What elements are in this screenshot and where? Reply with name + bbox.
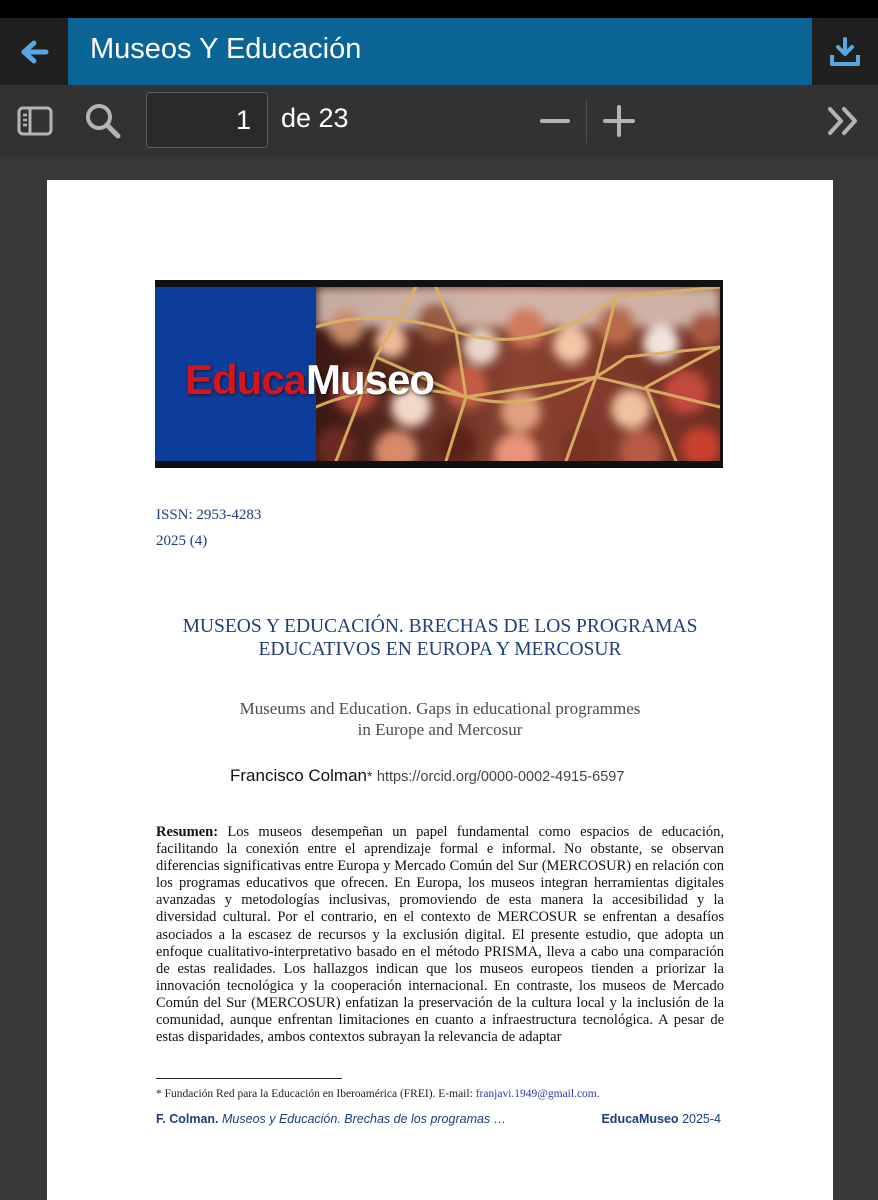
sidebar-toggle-button[interactable] [14, 101, 56, 141]
zoom-out-button[interactable] [532, 99, 578, 143]
document-subtitle [87, 698, 793, 740]
abstract-text: Los museos desempeñan un papel fundamental como espacios de educación, facilitando la conexión entre el aprendizaje formal e informal. No obstante, se observan diferencias significativas entre Europa y Mercado Común del Sur (MERCOSUR) en relación con los programas educativos que ofrecen. En Europa, los museos integran herramientas digitales avanzadas y metodologías inclusivas, promoviendo de esta manera la accesibilidad y la diversidad cultural. Por el contrario, en el contexto de MERCOSUR se enfrentan a desafíos asociados a la escasez de recursos y la exclusión digital. El presente estudio, que adopta un enfoque cualitativo-interpretativo basado en el método PRISMA, lleva a cabo una comparación de estas realidades. Los hallazgos indican que los museos europeos tienden a priorizar la innovación tecnológica y la cooperación internacional. En contraste, los museos de Mercado Común del Sur (MERCOSUR) enfatizan la preservación de la cultura local y la inclusión de la comunidad, aunque enfrentan limitaciones en cuanto a infraestructura tecnológica. A pesar de estas disparidades, ambos contextos subrayan la relevancia de adaptar [156, 824, 724, 1046]
title-line-2: EDUCATIVOS EN EUROPA Y MERCOSUR [258, 639, 622, 660]
minus-icon [539, 105, 571, 137]
status-bar [0, 0, 878, 18]
orcid-link[interactable]: https://orcid.org/0000-0002-4915-6597 [376, 769, 625, 785]
footer-author: F. Colman. [156, 1112, 219, 1126]
footnote-text: * Fundación Red para la Educación en Iberoamérica (FREI). E-mail: [156, 1088, 476, 1100]
pdf-toolbar [0, 85, 878, 157]
abstract [156, 824, 724, 1046]
search-button[interactable] [80, 99, 126, 143]
issue: 2025 (4) [156, 533, 208, 549]
document-title-field [68, 18, 812, 85]
search-icon [83, 101, 123, 141]
subtitle-line-1: Museums and Education. Gaps in educational programmes [239, 699, 641, 718]
footer-journal-issue [601, 1112, 721, 1126]
running-footer [156, 1112, 721, 1130]
author-line [230, 766, 624, 786]
footer-title: Museos y Educación. Brechas de los programas … [222, 1112, 507, 1126]
plus-icon [602, 104, 636, 138]
double-chevron-right-icon [826, 105, 862, 137]
document-heading [87, 615, 793, 661]
title-line-1: MUSEOS Y EDUCACIÓN. BRECHAS DE LOS PROGRAMAS [182, 616, 698, 637]
issn: ISSN: 2953-4283 [156, 507, 262, 523]
logo-part-educa: Educa [185, 356, 307, 403]
footer-citation [156, 1112, 506, 1126]
sidebar-toggle-icon [16, 105, 54, 137]
journal-logo [185, 356, 434, 404]
download-button[interactable] [812, 18, 878, 85]
page-number-input[interactable] [146, 92, 268, 148]
zoom-in-button[interactable] [596, 99, 642, 143]
abstract-label: Resumen: [156, 824, 219, 840]
title-bar [0, 18, 878, 85]
back-button[interactable] [0, 18, 68, 85]
document-title: Museos Y Educación [90, 33, 362, 65]
footer-journal: EducaMuseo [601, 1112, 679, 1126]
journal-banner [155, 280, 723, 468]
footer-issue: 2025-4 [682, 1112, 721, 1126]
toolbar-separator [586, 99, 587, 143]
footnote-divider [156, 1078, 342, 1079]
more-tools-button[interactable] [820, 99, 868, 143]
author-name: Francisco Colman [230, 766, 367, 785]
download-icon [829, 36, 861, 68]
footnote [156, 1088, 600, 1100]
footnote-email-link[interactable]: franjavi.1949@gmail.com. [475, 1088, 600, 1100]
page-count: de 23 [281, 103, 349, 133]
logo-part-museo: Museo [306, 356, 435, 403]
subtitle-line-2: in Europe and Mercosur [357, 720, 523, 739]
author-footnote-mark: * [367, 768, 373, 784]
arrow-left-icon [19, 37, 49, 67]
pdf-page [47, 180, 833, 1200]
